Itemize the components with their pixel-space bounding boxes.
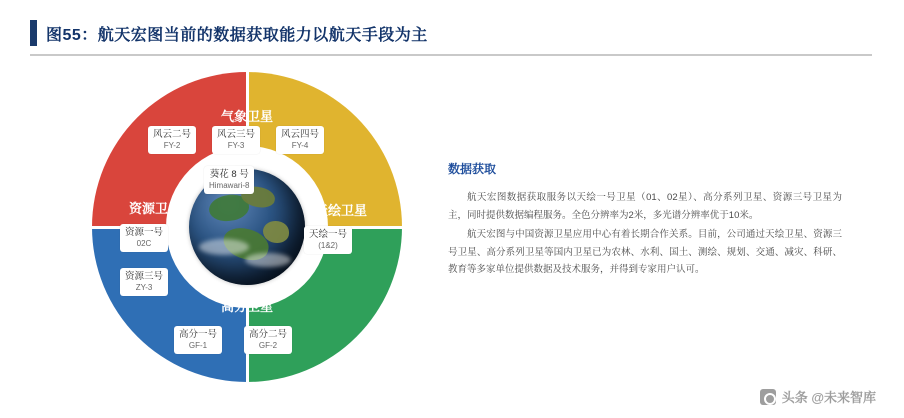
- satellite-name-en: 02C: [136, 238, 152, 248]
- satellite-chip: [120, 268, 168, 296]
- satellite-chip: [276, 126, 324, 154]
- satellite-chip: [212, 126, 260, 154]
- satellite-name-cn: 资源一号: [125, 227, 164, 238]
- satellite-name-cn: 葵花 8 号: [209, 169, 249, 180]
- satellite-name-en: FY-4: [291, 140, 309, 150]
- satellite-name-cn: 高分一号: [179, 329, 218, 340]
- sector-label-meteorological: 气象卫星: [220, 109, 273, 124]
- sector-label-tianhui: 天绘卫星: [314, 203, 367, 218]
- watermark-text: 头条 @未来智库: [781, 390, 876, 405]
- watermark: [760, 387, 876, 406]
- satellite-name-en: Himawari-8: [209, 180, 250, 190]
- earth-landmass: [263, 221, 289, 243]
- satellite-chip: [120, 224, 168, 252]
- sector-label-gaofen: 高分卫星: [220, 299, 273, 314]
- earth-cloud: [199, 239, 249, 255]
- satellite-chip: [204, 166, 254, 194]
- satellite-name-cn: 风云四号: [281, 129, 320, 140]
- satellite-name-cn: 高分二号: [249, 329, 288, 340]
- satellite-name-en: (1&2): [318, 240, 338, 250]
- title-accent-bar: [30, 20, 37, 46]
- satellite-name-en: FY-2: [163, 140, 181, 150]
- satellite-name-cn: 资源三号: [125, 271, 164, 282]
- satellite-chip: [244, 326, 292, 354]
- satellite-chip: [174, 326, 222, 354]
- satellite-chip: [148, 126, 196, 154]
- panel-paragraph-1: 航天宏图数据获取服务以天绘一号卫星（01、02星）、高分系列卫星、资源三号卫星为主，同时提供数据编程服务。全色分辨率为2米，多光谱分辨率优于10米。: [448, 192, 842, 221]
- satellite-name-cn: 风云三号: [217, 129, 256, 140]
- satellite-name-en: FY-3: [227, 140, 245, 150]
- page-title: 图55：航天宏图当前的数据获取能力以航天手段为主: [46, 26, 428, 44]
- earth-cloud: [245, 253, 291, 267]
- data-acquisition-panel: [448, 160, 842, 281]
- satellite-name-cn: 风云二号: [153, 129, 192, 140]
- satellite-name-en: GF-2: [258, 340, 278, 350]
- panel-heading: 数据获取: [448, 162, 497, 176]
- satellite-chip: [304, 226, 352, 254]
- sector-label-ziyuan: 资源卫星: [128, 201, 181, 216]
- panel-paragraph-2: 航天宏图与中国资源卫星应用中心有着长期合作关系。目前，公司通过天绘卫星、资源三号卫星、高分系列卫星等国内卫星已为农林、水利、国土、测绘、规划、交通、减灾、科研、教育等多家单位提供数据及技术服务，并得到专家用户认可。: [448, 229, 842, 276]
- title-divider: [30, 54, 872, 56]
- satellite-name-en: ZY-3: [135, 282, 153, 292]
- satellite-capability-donut: [92, 72, 402, 382]
- satellite-name-en: GF-1: [188, 340, 208, 350]
- figure-title-bar: [30, 18, 872, 48]
- satellite-name-cn: 天绘一号: [309, 229, 348, 240]
- watermark-logo-icon: [760, 389, 776, 405]
